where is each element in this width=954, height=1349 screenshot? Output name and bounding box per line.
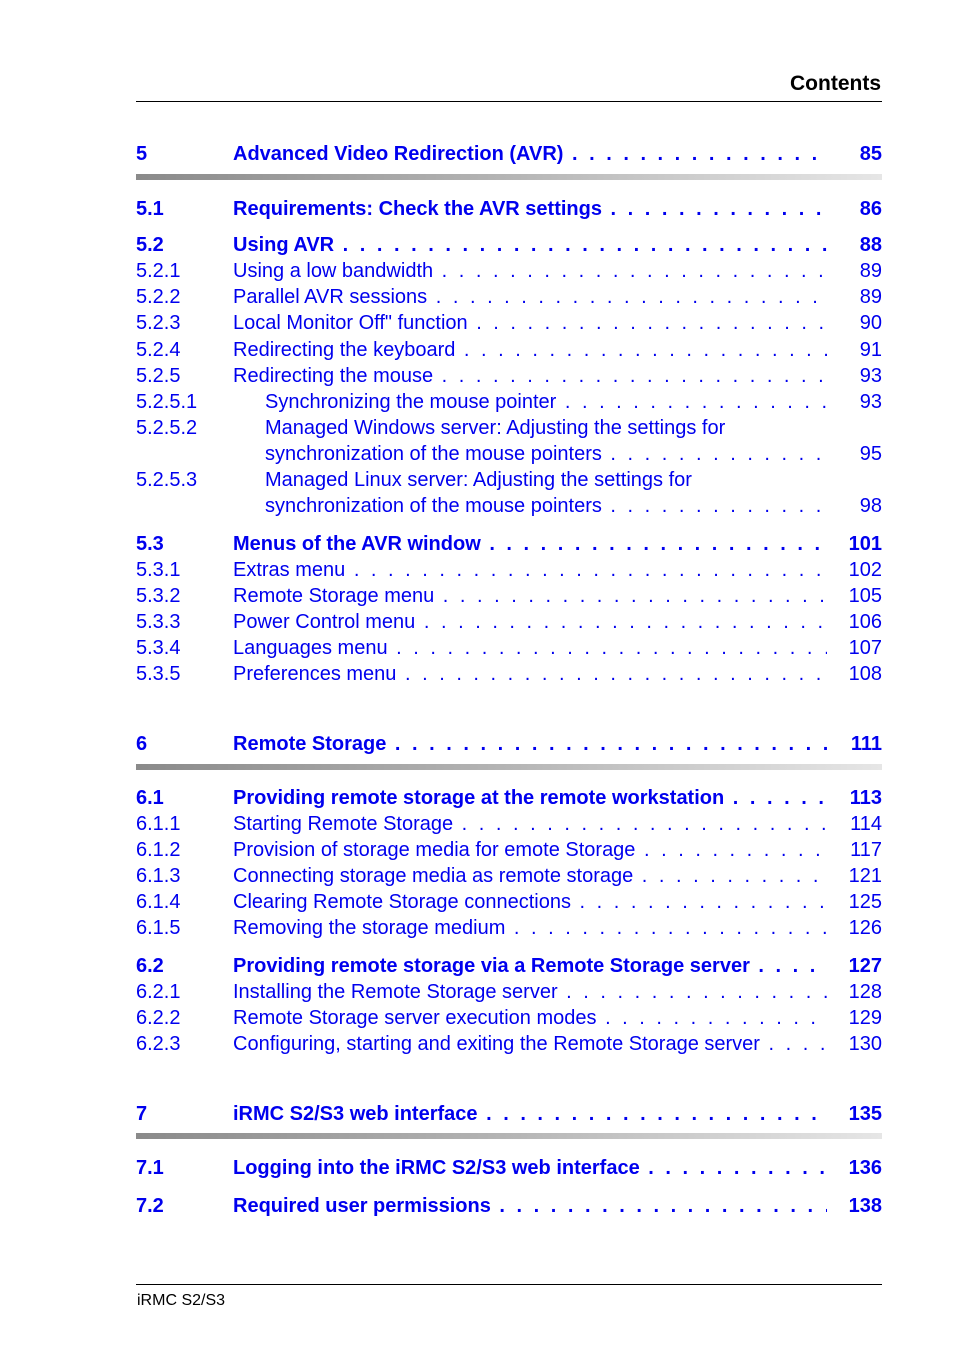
footer-rule — [136, 1284, 882, 1285]
toc-entry-number: 5.2.1 — [136, 260, 181, 282]
toc-entry-number: 5.3.1 — [136, 559, 181, 581]
toc-entry-title[interactable]: Clearing Remote Storage connections . . . — [233, 889, 827, 915]
toc-entry-title[interactable]: Power Control menu . . . — [233, 609, 827, 635]
toc-entry-number: 5.2.5.1 — [136, 391, 198, 413]
toc-entry-title[interactable]: Removing the storage medium . . . — [233, 915, 827, 941]
toc-entry-title[interactable]: Synchronizing the mouse pointer . . . — [265, 389, 827, 415]
toc-entry[interactable] — [136, 531, 882, 557]
toc-entry-page[interactable]: 95 — [859, 443, 882, 465]
toc-entry-title[interactable]: synchronization of the mouse pointers . . . — [265, 441, 827, 467]
toc-entry-page[interactable]: 117 — [850, 839, 882, 861]
toc-entry-title[interactable]: Configuring, starting and exiting the Remote Storage server . . . — [233, 1031, 827, 1057]
toc-entry-number: 5.3.3 — [136, 611, 181, 633]
chapter-divider — [136, 764, 882, 770]
toc-entry-page[interactable]: 85 — [859, 143, 882, 165]
toc-entry-page[interactable]: 113 — [849, 787, 882, 809]
toc-entry-title[interactable]: Remote Storage . . . — [233, 731, 827, 757]
toc-entry-number: 6.2.2 — [136, 1007, 181, 1029]
toc-entry-page[interactable]: 114 — [850, 813, 882, 835]
toc-entry-title[interactable]: Extras menu . . . — [233, 557, 827, 583]
toc-entry-number: 6.1.2 — [136, 839, 181, 861]
toc-entry-number: 6.1.1 — [136, 813, 181, 835]
toc-entry-page[interactable]: 93 — [859, 391, 882, 413]
toc-entry-title[interactable]: Starting Remote Storage . . . — [233, 811, 827, 837]
toc-entry[interactable] — [136, 915, 882, 941]
toc-entry-number: 7 — [136, 1103, 148, 1125]
toc-entry-page[interactable]: 102 — [848, 559, 882, 581]
toc-entry-number: 5 — [136, 143, 148, 165]
toc-entry[interactable] — [136, 441, 882, 467]
toc-entry-number: 5.2.4 — [136, 339, 181, 361]
chapter-divider — [136, 174, 882, 180]
toc-entry[interactable] — [136, 363, 882, 389]
toc-entry[interactable] — [136, 493, 882, 519]
toc-entry[interactable] — [136, 635, 882, 661]
toc-entry-number: 5.2.5.3 — [136, 469, 198, 491]
toc-entry[interactable] — [136, 557, 882, 583]
header-rule — [136, 101, 882, 102]
toc-entry-page[interactable]: 91 — [859, 339, 882, 361]
toc-entry-page[interactable]: 106 — [848, 611, 882, 633]
toc-entry-page[interactable]: 138 — [848, 1195, 882, 1217]
toc-entry[interactable] — [136, 1155, 882, 1181]
toc-entry-page[interactable]: 108 — [848, 663, 882, 685]
toc-entry-number: 5.2 — [136, 234, 164, 256]
toc-entry-title[interactable]: Managed Windows server: Adjusting the settings for — [265, 417, 726, 439]
toc-entry-page[interactable]: 126 — [848, 917, 882, 939]
toc-entry-page[interactable]: 89 — [859, 260, 882, 282]
toc-entry-page[interactable]: 129 — [848, 1007, 882, 1029]
toc-entry-number: 6 — [136, 733, 148, 755]
toc-entry-number: 5.3.4 — [136, 637, 181, 659]
toc-entry[interactable] — [136, 389, 882, 415]
toc-entry-number: 6.1.5 — [136, 917, 181, 939]
toc-entry-title[interactable]: Provision of storage media for emote Storage . . . — [233, 837, 827, 863]
toc-entry[interactable] — [136, 979, 882, 1005]
toc-entry-page[interactable]: 86 — [859, 198, 882, 220]
toc-entry-page[interactable]: 135 — [848, 1103, 882, 1125]
toc-entry-page[interactable]: 88 — [859, 234, 882, 256]
toc-entry-title[interactable]: Requirements: Check the AVR settings . . . — [233, 196, 827, 222]
toc-entry-title[interactable]: Preferences menu . . . — [233, 661, 827, 687]
toc-entry[interactable] — [136, 811, 882, 837]
toc-entry-page[interactable]: 136 — [848, 1157, 882, 1179]
toc-entry-number: 5.3 — [136, 533, 164, 555]
toc-entry-number: 6.1.4 — [136, 891, 181, 913]
toc-entry-title[interactable]: Menus of the AVR window . . . — [233, 531, 827, 557]
toc-entry-page[interactable]: 128 — [848, 981, 882, 1003]
toc-entry-page[interactable]: 105 — [848, 585, 882, 607]
toc-entry-page[interactable]: 121 — [848, 865, 882, 887]
toc-entry[interactable] — [136, 837, 882, 863]
toc-entry[interactable] — [136, 415, 882, 441]
toc-entry-page[interactable]: 107 — [848, 637, 882, 659]
toc-entry-page[interactable]: 127 — [848, 955, 882, 977]
toc-entry-number: 7.1 — [136, 1157, 164, 1179]
toc-entry[interactable] — [136, 1005, 882, 1031]
page-footer-text: iRMC S2/S3 — [137, 1292, 226, 1309]
toc-entry-page[interactable]: 111 — [850, 733, 882, 755]
toc-entry-number: 5.2.2 — [136, 286, 181, 308]
toc-entry-title[interactable]: Advanced Video Redirection (AVR) . . . — [233, 141, 827, 167]
toc-entry-title[interactable]: Required user permissions . . . — [233, 1193, 827, 1219]
toc-entry-number: 5.3.5 — [136, 663, 181, 685]
toc-entry-page[interactable]: 90 — [859, 312, 882, 334]
toc-entry-number: 5.2.3 — [136, 312, 181, 334]
toc-entry[interactable] — [136, 284, 882, 310]
toc-entry-number: 6.2.3 — [136, 1033, 181, 1055]
toc-entry[interactable] — [136, 258, 882, 284]
toc-entry-title[interactable]: Languages menu . . . — [233, 635, 827, 661]
toc-entry[interactable] — [136, 1031, 882, 1057]
toc-entry[interactable] — [136, 196, 882, 222]
toc-entry-title[interactable]: Parallel AVR sessions . . . — [233, 284, 827, 310]
page-header-title: Contents — [790, 72, 881, 95]
toc-entry[interactable] — [136, 310, 882, 336]
toc-entry-title[interactable]: Using AVR . . . — [233, 232, 827, 258]
toc-entry-page[interactable]: 101 — [848, 533, 882, 555]
toc-entry[interactable] — [136, 337, 882, 363]
toc-entry-title[interactable]: synchronization of the mouse pointers . . . — [265, 493, 827, 519]
toc-entry-title[interactable]: iRMC S2/S3 web interface . . . — [233, 1101, 827, 1127]
toc-chapter-entry[interactable] — [136, 141, 882, 167]
toc-entry-title[interactable]: Remote Storage menu . . . — [233, 583, 827, 609]
toc-entry-number: 6.2 — [136, 955, 164, 977]
toc-entry-number: 5.2.5.2 — [136, 417, 198, 439]
toc-entry-title[interactable]: Connecting storage media as remote storage . . . — [233, 863, 827, 889]
toc-entry-title[interactable]: Redirecting the keyboard . . . — [233, 337, 827, 363]
toc-entry-number: 6.1.3 — [136, 865, 181, 887]
toc-entry-title[interactable]: Logging into the iRMC S2/S3 web interface . . . — [233, 1155, 827, 1181]
toc-entry-title[interactable]: Local Monitor Off" function . . . — [233, 310, 827, 336]
toc-entry-title[interactable]: Installing the Remote Storage server . . . — [233, 979, 827, 1005]
toc-entry[interactable] — [136, 467, 882, 493]
toc-entry[interactable] — [136, 863, 882, 889]
toc-entry-number: 5.3.2 — [136, 585, 181, 607]
toc-entry-number: 6.2.1 — [136, 981, 181, 1003]
toc-entry[interactable] — [136, 609, 882, 635]
toc-entry-title[interactable]: Managed Linux server: Adjusting the settings for — [265, 469, 692, 491]
toc-entry-page[interactable]: 89 — [859, 286, 882, 308]
toc-chapter-entry[interactable] — [136, 1101, 882, 1127]
toc-entry-number: 5.2.5 — [136, 365, 181, 387]
toc-entry[interactable] — [136, 1193, 882, 1219]
toc-entry-title[interactable]: Redirecting the mouse . . . — [233, 363, 827, 389]
toc-entry-page[interactable]: 125 — [848, 891, 882, 913]
toc-chapter-entry[interactable] — [136, 731, 882, 757]
toc-entry-page[interactable]: 130 — [848, 1033, 882, 1055]
toc-entry[interactable] — [136, 953, 882, 979]
toc-entry-title[interactable]: Providing remote storage via a Remote Storage server . . . — [233, 953, 827, 979]
toc-entry[interactable] — [136, 785, 882, 811]
toc-entry-number: 7.2 — [136, 1195, 164, 1217]
toc-entry[interactable] — [136, 889, 882, 915]
toc-entry-title[interactable]: Using a low bandwidth . . . — [233, 258, 827, 284]
toc-entry-title[interactable]: Remote Storage server execution modes . . . — [233, 1005, 827, 1031]
chapter-divider — [136, 1133, 882, 1139]
toc-entry-page[interactable]: 93 — [859, 365, 882, 387]
toc-entry-page[interactable]: 98 — [859, 495, 882, 517]
toc-entry-number: 5.1 — [136, 198, 164, 220]
toc-entry[interactable] — [136, 232, 882, 258]
toc-entry-title[interactable]: Providing remote storage at the remote workstation . . . — [233, 785, 827, 811]
toc-entry-number: 6.1 — [136, 787, 164, 809]
toc-entry[interactable] — [136, 661, 882, 687]
toc-entry[interactable] — [136, 583, 882, 609]
